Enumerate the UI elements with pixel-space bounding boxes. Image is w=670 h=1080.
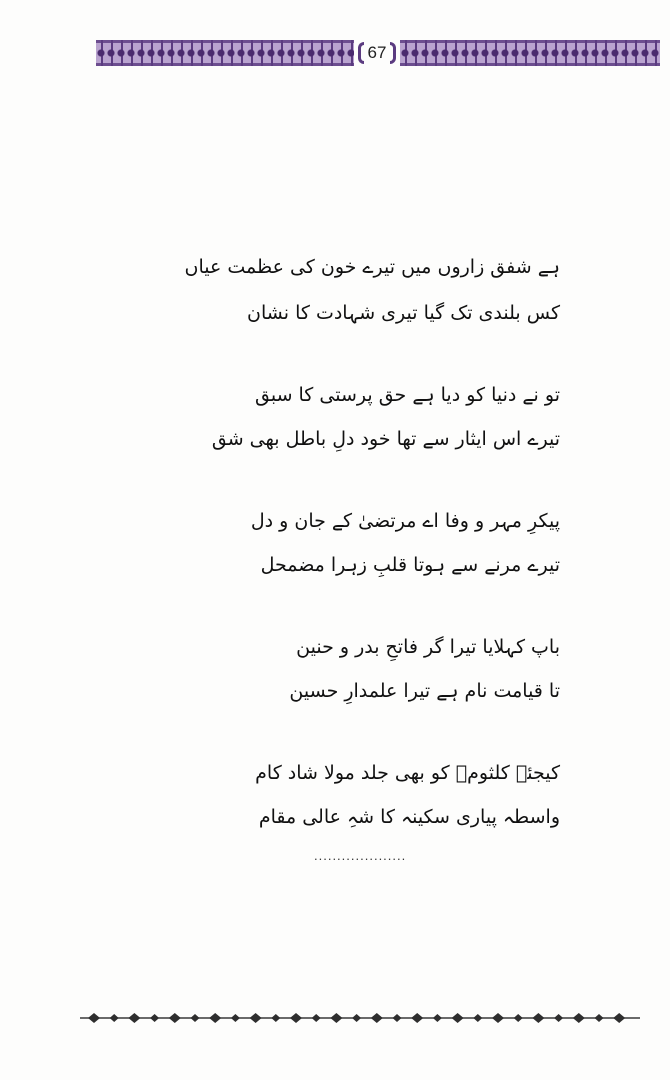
- footer-diamond-icon: [250, 1013, 262, 1023]
- footer-diamond-icon: [371, 1013, 383, 1023]
- bracket-right-icon: [390, 42, 396, 64]
- footer-diamond-icon: [312, 1014, 321, 1022]
- header-ornament-right: [400, 40, 660, 66]
- end-marker: ....................: [314, 848, 407, 863]
- verse-line: تا قیامت نام ہے تیرا علمدارِ حسین: [289, 680, 560, 702]
- footer-diamond-icon: [110, 1014, 119, 1022]
- footer-diamond-icon: [554, 1014, 563, 1022]
- footer-diamond-icon: [492, 1013, 504, 1023]
- footer-diamond-icon: [330, 1013, 342, 1023]
- footer-diamond-icon: [352, 1014, 361, 1022]
- footer-diamond-icon: [473, 1014, 482, 1022]
- verse-line: پیکرِ مہر و وفا اے مرتضیٰ کے جان و دل: [250, 510, 560, 532]
- footer-diamond-icon: [88, 1013, 100, 1023]
- verse-line: کیجئے کلثومؑ کو بھی جلد مولا شاد کام: [255, 762, 560, 784]
- footer-diamond-icon: [573, 1013, 585, 1023]
- footer-diamond-icon: [290, 1013, 302, 1023]
- verse-line: تو نے دنیا کو دیا ہے حق پرستی کا سبق: [254, 384, 560, 406]
- footer-diamond-icon: [411, 1013, 423, 1023]
- footer-diamond-icon: [209, 1013, 221, 1023]
- page-number: 67: [367, 43, 387, 62]
- verse-line: باپ کہلایا تیرا گر فاتحِ بدر و حنین: [296, 636, 560, 658]
- verse-line: واسطہ پیاری سکینہ کا شہِ عالی مقام: [258, 806, 560, 828]
- footer-diamond-icon: [169, 1013, 181, 1023]
- page-number-frame: [354, 40, 400, 66]
- verse-line: تیرے اس ایثار سے تھا خود دلِ باطل بھی شق: [211, 428, 560, 450]
- verse-line: تیرے مرنے سے ہوتا قلبِ زہرا مضمحل: [260, 554, 560, 576]
- footer-diamond-icon: [613, 1013, 625, 1023]
- footer-diamond-icon: [128, 1013, 140, 1023]
- footer-diamond-icon: [231, 1014, 240, 1022]
- verse-line: کس بلندی تک گیا تیری شہادت کا نشان: [247, 302, 560, 324]
- footer-diamond-icon: [452, 1013, 464, 1023]
- footer-diamond-icon: [271, 1014, 280, 1022]
- header-ornament-left: [96, 40, 354, 66]
- footer-diamond-icon: [150, 1014, 159, 1022]
- footer-diamond-icon: [433, 1014, 442, 1022]
- footer-diamond-icon: [595, 1014, 604, 1022]
- verse-line: ہے شفق زاروں میں تیرے خون کی عظمت عیاں: [184, 256, 560, 278]
- footer-diamond-icon: [191, 1014, 200, 1022]
- footer-ornament-icon: [80, 1010, 640, 1026]
- footer-diamond-icon: [393, 1014, 402, 1022]
- footer-diamond-icon: [532, 1013, 544, 1023]
- footer-diamond-icon: [514, 1014, 523, 1022]
